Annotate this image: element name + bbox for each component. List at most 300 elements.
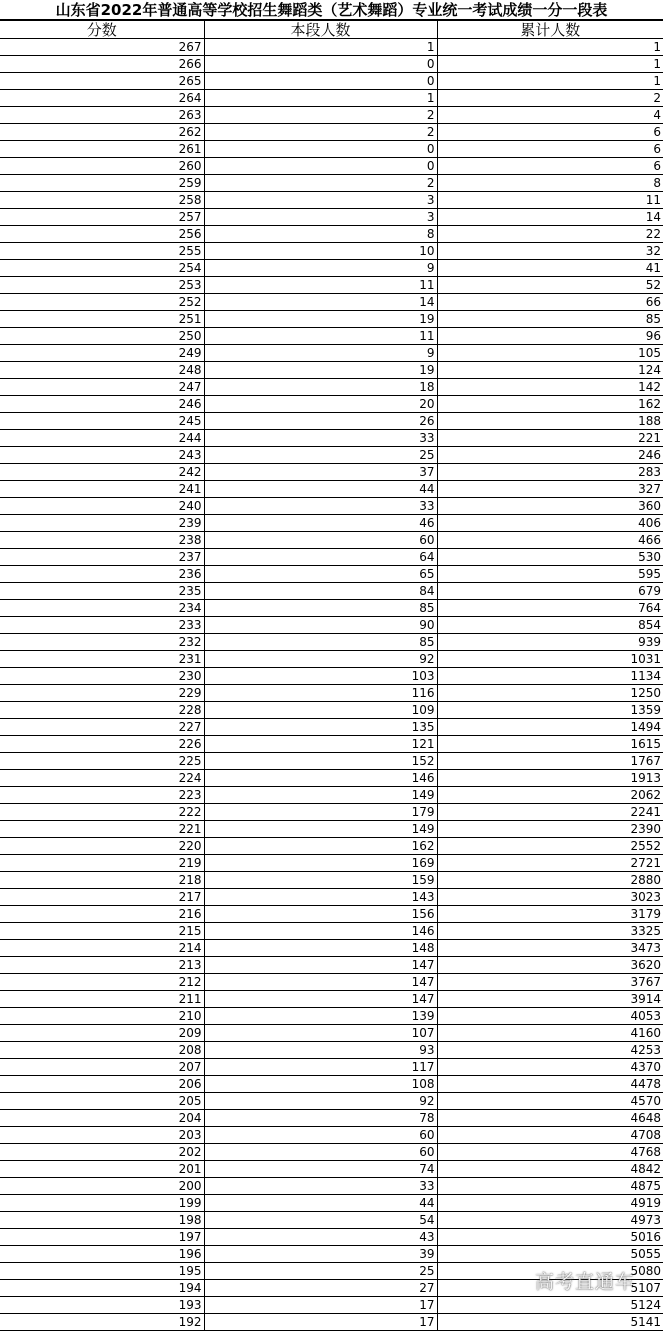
cumulative-count-cell: 6 xyxy=(437,158,663,175)
segment-count-cell: 159 xyxy=(204,872,437,889)
cumulative-count-cell: 2390 xyxy=(437,821,663,838)
segment-count-cell: 1 xyxy=(204,39,437,56)
cumulative-count-cell: 283 xyxy=(437,464,663,481)
cumulative-count-cell: 4478 xyxy=(437,1076,663,1093)
table-row xyxy=(0,889,663,906)
segment-count-cell: 139 xyxy=(204,1008,437,1025)
segment-count-cell: 11 xyxy=(204,328,437,345)
score-cell: 193 xyxy=(0,1297,204,1314)
segment-count-cell: 0 xyxy=(204,158,437,175)
table-row xyxy=(0,515,663,532)
table-row xyxy=(0,770,663,787)
cumulative-count-cell: 5016 xyxy=(437,1229,663,1246)
segment-count-cell: 78 xyxy=(204,1110,437,1127)
table-row xyxy=(0,1076,663,1093)
cumulative-count-cell: 1031 xyxy=(437,651,663,668)
segment-count-cell: 162 xyxy=(204,838,437,855)
table-row xyxy=(0,141,663,158)
segment-count-cell: 149 xyxy=(204,821,437,838)
score-cell: 237 xyxy=(0,549,204,566)
cumulative-count-cell: 4648 xyxy=(437,1110,663,1127)
cumulative-count-cell: 246 xyxy=(437,447,663,464)
table-row xyxy=(0,872,663,889)
cumulative-count-cell: 1134 xyxy=(437,668,663,685)
table-row xyxy=(0,396,663,413)
score-cell: 246 xyxy=(0,396,204,413)
table-row xyxy=(0,260,663,277)
cumulative-count-cell: 4160 xyxy=(437,1025,663,1042)
segment-count-cell: 2 xyxy=(204,124,437,141)
cumulative-count-cell: 1615 xyxy=(437,736,663,753)
cumulative-count-cell: 1 xyxy=(437,39,663,56)
cumulative-count-cell: 8 xyxy=(437,175,663,192)
score-cell: 206 xyxy=(0,1076,204,1093)
score-cell: 198 xyxy=(0,1212,204,1229)
column-header-score: 分数 xyxy=(0,21,204,39)
segment-count-cell: 0 xyxy=(204,73,437,90)
cumulative-count-cell: 66 xyxy=(437,294,663,311)
segment-count-cell: 0 xyxy=(204,141,437,158)
score-cell: 260 xyxy=(0,158,204,175)
score-cell: 233 xyxy=(0,617,204,634)
table-row xyxy=(0,617,663,634)
cumulative-count-cell: 5124 xyxy=(437,1297,663,1314)
column-header-segment-count: 本段人数 xyxy=(204,21,437,39)
cumulative-count-cell: 4768 xyxy=(437,1144,663,1161)
cumulative-count-cell: 466 xyxy=(437,532,663,549)
cumulative-count-cell: 1250 xyxy=(437,685,663,702)
score-cell: 195 xyxy=(0,1263,204,1280)
segment-count-cell: 147 xyxy=(204,957,437,974)
cumulative-count-cell: 1767 xyxy=(437,753,663,770)
score-cell: 254 xyxy=(0,260,204,277)
cumulative-count-cell: 2 xyxy=(437,90,663,107)
table-row xyxy=(0,1229,663,1246)
cumulative-count-cell: 3620 xyxy=(437,957,663,974)
score-table xyxy=(0,20,663,1331)
table-row xyxy=(0,1263,663,1280)
score-cell: 219 xyxy=(0,855,204,872)
table-row xyxy=(0,481,663,498)
segment-count-cell: 25 xyxy=(204,1263,437,1280)
cumulative-count-cell: 854 xyxy=(437,617,663,634)
cumulative-count-cell: 406 xyxy=(437,515,663,532)
cumulative-count-cell: 1494 xyxy=(437,719,663,736)
segment-count-cell: 65 xyxy=(204,566,437,583)
cumulative-count-cell: 4842 xyxy=(437,1161,663,1178)
table-row xyxy=(0,549,663,566)
cumulative-count-cell: 530 xyxy=(437,549,663,566)
segment-count-cell: 3 xyxy=(204,209,437,226)
cumulative-count-cell: 3914 xyxy=(437,991,663,1008)
cumulative-count-cell: 3473 xyxy=(437,940,663,957)
cumulative-count-cell: 162 xyxy=(437,396,663,413)
cumulative-count-cell: 4 xyxy=(437,107,663,124)
table-row xyxy=(0,311,663,328)
score-cell: 207 xyxy=(0,1059,204,1076)
table-row xyxy=(0,1280,663,1297)
table-row xyxy=(0,906,663,923)
cumulative-count-cell: 4875 xyxy=(437,1178,663,1195)
segment-count-cell: 108 xyxy=(204,1076,437,1093)
table-row xyxy=(0,957,663,974)
score-cell: 248 xyxy=(0,362,204,379)
table-row xyxy=(0,243,663,260)
segment-count-cell: 103 xyxy=(204,668,437,685)
segment-count-cell: 146 xyxy=(204,770,437,787)
table-row xyxy=(0,56,663,73)
score-cell: 267 xyxy=(0,39,204,56)
score-cell: 225 xyxy=(0,753,204,770)
cumulative-count-cell: 1 xyxy=(437,73,663,90)
cumulative-count-cell: 52 xyxy=(437,277,663,294)
segment-count-cell: 92 xyxy=(204,651,437,668)
table-row xyxy=(0,430,663,447)
table-row xyxy=(0,124,663,141)
segment-count-cell: 60 xyxy=(204,532,437,549)
table-row xyxy=(0,464,663,481)
table-row xyxy=(0,821,663,838)
score-cell: 252 xyxy=(0,294,204,311)
table-row xyxy=(0,1144,663,1161)
table-row xyxy=(0,1297,663,1314)
score-cell: 228 xyxy=(0,702,204,719)
segment-count-cell: 149 xyxy=(204,787,437,804)
score-cell: 230 xyxy=(0,668,204,685)
segment-count-cell: 85 xyxy=(204,634,437,651)
cumulative-count-cell: 3023 xyxy=(437,889,663,906)
table-row xyxy=(0,804,663,821)
score-cell: 221 xyxy=(0,821,204,838)
score-cell: 240 xyxy=(0,498,204,515)
score-cell: 200 xyxy=(0,1178,204,1195)
segment-count-cell: 17 xyxy=(204,1314,437,1331)
table-row xyxy=(0,719,663,736)
score-cell: 229 xyxy=(0,685,204,702)
cumulative-count-cell: 221 xyxy=(437,430,663,447)
cumulative-count-cell: 2721 xyxy=(437,855,663,872)
cumulative-count-cell: 5141 xyxy=(437,1314,663,1331)
score-cell: 232 xyxy=(0,634,204,651)
table-row xyxy=(0,855,663,872)
score-cell: 192 xyxy=(0,1314,204,1331)
table-row xyxy=(0,90,663,107)
score-cell: 203 xyxy=(0,1127,204,1144)
score-cell: 226 xyxy=(0,736,204,753)
cumulative-count-cell: 1359 xyxy=(437,702,663,719)
score-cell: 264 xyxy=(0,90,204,107)
table-row xyxy=(0,600,663,617)
score-cell: 236 xyxy=(0,566,204,583)
segment-count-cell: 93 xyxy=(204,1042,437,1059)
cumulative-count-cell: 5055 xyxy=(437,1246,663,1263)
table-row xyxy=(0,1195,663,1212)
table-row xyxy=(0,753,663,770)
table-row xyxy=(0,498,663,515)
score-cell: 222 xyxy=(0,804,204,821)
score-cell: 215 xyxy=(0,923,204,940)
score-cell: 241 xyxy=(0,481,204,498)
score-cell: 216 xyxy=(0,906,204,923)
cumulative-count-cell: 14 xyxy=(437,209,663,226)
score-cell: 251 xyxy=(0,311,204,328)
table-row xyxy=(0,362,663,379)
segment-count-cell: 14 xyxy=(204,294,437,311)
segment-count-cell: 11 xyxy=(204,277,437,294)
cumulative-count-cell: 6 xyxy=(437,141,663,158)
table-row xyxy=(0,566,663,583)
score-cell: 224 xyxy=(0,770,204,787)
table-row xyxy=(0,940,663,957)
table-row xyxy=(0,226,663,243)
segment-count-cell: 60 xyxy=(204,1144,437,1161)
table-row xyxy=(0,1025,663,1042)
score-cell: 249 xyxy=(0,345,204,362)
table-row xyxy=(0,277,663,294)
table-row xyxy=(0,192,663,209)
score-cell: 266 xyxy=(0,56,204,73)
table-row xyxy=(0,1110,663,1127)
table-row xyxy=(0,1093,663,1110)
segment-count-cell: 148 xyxy=(204,940,437,957)
score-cell: 223 xyxy=(0,787,204,804)
score-cell: 204 xyxy=(0,1110,204,1127)
table-row xyxy=(0,1246,663,1263)
segment-count-cell: 2 xyxy=(204,107,437,124)
cumulative-count-cell: 327 xyxy=(437,481,663,498)
score-cell: 235 xyxy=(0,583,204,600)
cumulative-count-cell: 939 xyxy=(437,634,663,651)
score-cell: 255 xyxy=(0,243,204,260)
score-cell: 201 xyxy=(0,1161,204,1178)
cumulative-count-cell: 2241 xyxy=(437,804,663,821)
table-row xyxy=(0,379,663,396)
segment-count-cell: 85 xyxy=(204,600,437,617)
segment-count-cell: 9 xyxy=(204,260,437,277)
score-cell: 243 xyxy=(0,447,204,464)
segment-count-cell: 116 xyxy=(204,685,437,702)
score-cell: 244 xyxy=(0,430,204,447)
score-cell: 227 xyxy=(0,719,204,736)
table-row xyxy=(0,668,663,685)
segment-count-cell: 27 xyxy=(204,1280,437,1297)
table-row xyxy=(0,158,663,175)
table-header-row xyxy=(0,21,663,39)
score-cell: 250 xyxy=(0,328,204,345)
score-cell: 197 xyxy=(0,1229,204,1246)
segment-count-cell: 43 xyxy=(204,1229,437,1246)
cumulative-count-cell: 4708 xyxy=(437,1127,663,1144)
segment-count-cell: 39 xyxy=(204,1246,437,1263)
score-cell: 194 xyxy=(0,1280,204,1297)
segment-count-cell: 8 xyxy=(204,226,437,243)
table-row xyxy=(0,328,663,345)
segment-count-cell: 146 xyxy=(204,923,437,940)
score-cell: 265 xyxy=(0,73,204,90)
segment-count-cell: 44 xyxy=(204,1195,437,1212)
cumulative-count-cell: 5107 xyxy=(437,1280,663,1297)
segment-count-cell: 10 xyxy=(204,243,437,260)
score-cell: 199 xyxy=(0,1195,204,1212)
table-row xyxy=(0,838,663,855)
segment-count-cell: 109 xyxy=(204,702,437,719)
score-cell: 231 xyxy=(0,651,204,668)
score-cell: 238 xyxy=(0,532,204,549)
table-row xyxy=(0,991,663,1008)
table-row xyxy=(0,1008,663,1025)
score-cell: 261 xyxy=(0,141,204,158)
cumulative-count-cell: 22 xyxy=(437,226,663,243)
segment-count-cell: 147 xyxy=(204,974,437,991)
segment-count-cell: 46 xyxy=(204,515,437,532)
score-cell: 262 xyxy=(0,124,204,141)
cumulative-count-cell: 679 xyxy=(437,583,663,600)
score-cell: 217 xyxy=(0,889,204,906)
table-row xyxy=(0,345,663,362)
table-row xyxy=(0,1212,663,1229)
score-cell: 218 xyxy=(0,872,204,889)
score-cell: 253 xyxy=(0,277,204,294)
cumulative-count-cell: 96 xyxy=(437,328,663,345)
segment-count-cell: 33 xyxy=(204,1178,437,1195)
segment-count-cell: 156 xyxy=(204,906,437,923)
score-cell: 245 xyxy=(0,413,204,430)
segment-count-cell: 19 xyxy=(204,362,437,379)
table-row xyxy=(0,702,663,719)
table-row xyxy=(0,1161,663,1178)
table-row xyxy=(0,583,663,600)
table-row xyxy=(0,175,663,192)
segment-count-cell: 92 xyxy=(204,1093,437,1110)
cumulative-count-cell: 105 xyxy=(437,345,663,362)
table-row xyxy=(0,1059,663,1076)
cumulative-count-cell: 11 xyxy=(437,192,663,209)
score-cell: 202 xyxy=(0,1144,204,1161)
table-row xyxy=(0,73,663,90)
score-cell: 256 xyxy=(0,226,204,243)
cumulative-count-cell: 4973 xyxy=(437,1212,663,1229)
table-row xyxy=(0,1127,663,1144)
segment-count-cell: 9 xyxy=(204,345,437,362)
score-cell: 242 xyxy=(0,464,204,481)
cumulative-count-cell: 5080 xyxy=(437,1263,663,1280)
segment-count-cell: 18 xyxy=(204,379,437,396)
cumulative-count-cell: 764 xyxy=(437,600,663,617)
segment-count-cell: 143 xyxy=(204,889,437,906)
segment-count-cell: 60 xyxy=(204,1127,437,1144)
table-row xyxy=(0,923,663,940)
segment-count-cell: 25 xyxy=(204,447,437,464)
segment-count-cell: 147 xyxy=(204,991,437,1008)
segment-count-cell: 107 xyxy=(204,1025,437,1042)
segment-count-cell: 19 xyxy=(204,311,437,328)
table-body xyxy=(0,39,663,1331)
segment-count-cell: 117 xyxy=(204,1059,437,1076)
cumulative-count-cell: 188 xyxy=(437,413,663,430)
cumulative-count-cell: 4053 xyxy=(437,1008,663,1025)
cumulative-count-cell: 32 xyxy=(437,243,663,260)
cumulative-count-cell: 4370 xyxy=(437,1059,663,1076)
cumulative-count-cell: 2062 xyxy=(437,787,663,804)
segment-count-cell: 54 xyxy=(204,1212,437,1229)
segment-count-cell: 26 xyxy=(204,413,437,430)
score-cell: 211 xyxy=(0,991,204,1008)
score-cell: 257 xyxy=(0,209,204,226)
score-cell: 247 xyxy=(0,379,204,396)
score-cell: 205 xyxy=(0,1093,204,1110)
cumulative-count-cell: 3179 xyxy=(437,906,663,923)
table-row xyxy=(0,209,663,226)
table-row xyxy=(0,1042,663,1059)
segment-count-cell: 37 xyxy=(204,464,437,481)
table-row xyxy=(0,532,663,549)
table-row xyxy=(0,413,663,430)
table-row xyxy=(0,1314,663,1331)
segment-count-cell: 44 xyxy=(204,481,437,498)
cumulative-count-cell: 3767 xyxy=(437,974,663,991)
score-cell: 239 xyxy=(0,515,204,532)
segment-count-cell: 179 xyxy=(204,804,437,821)
cumulative-count-cell: 85 xyxy=(437,311,663,328)
table-row xyxy=(0,294,663,311)
score-cell: 214 xyxy=(0,940,204,957)
segment-count-cell: 152 xyxy=(204,753,437,770)
score-cell: 220 xyxy=(0,838,204,855)
cumulative-count-cell: 4570 xyxy=(437,1093,663,1110)
segment-count-cell: 169 xyxy=(204,855,437,872)
segment-count-cell: 90 xyxy=(204,617,437,634)
segment-count-cell: 33 xyxy=(204,430,437,447)
cumulative-count-cell: 4919 xyxy=(437,1195,663,1212)
column-header-cumulative-count: 累计人数 xyxy=(437,21,663,39)
table-row xyxy=(0,787,663,804)
page-title: 山东省2022年普通高等学校招生舞蹈类（艺术舞蹈）专业统一考试成绩一分一段表 xyxy=(0,0,663,20)
score-cell: 208 xyxy=(0,1042,204,1059)
segment-count-cell: 1 xyxy=(204,90,437,107)
segment-count-cell: 0 xyxy=(204,56,437,73)
score-cell: 234 xyxy=(0,600,204,617)
segment-count-cell: 17 xyxy=(204,1297,437,1314)
segment-count-cell: 74 xyxy=(204,1161,437,1178)
segment-count-cell: 84 xyxy=(204,583,437,600)
score-cell: 258 xyxy=(0,192,204,209)
cumulative-count-cell: 2552 xyxy=(437,838,663,855)
score-cell: 210 xyxy=(0,1008,204,1025)
score-cell: 263 xyxy=(0,107,204,124)
score-cell: 209 xyxy=(0,1025,204,1042)
cumulative-count-cell: 2880 xyxy=(437,872,663,889)
cumulative-count-cell: 124 xyxy=(437,362,663,379)
table-row xyxy=(0,39,663,56)
table-row xyxy=(0,651,663,668)
segment-count-cell: 20 xyxy=(204,396,437,413)
score-cell: 212 xyxy=(0,974,204,991)
score-cell: 213 xyxy=(0,957,204,974)
segment-count-cell: 135 xyxy=(204,719,437,736)
cumulative-count-cell: 360 xyxy=(437,498,663,515)
table-row xyxy=(0,447,663,464)
table-row xyxy=(0,685,663,702)
segment-count-cell: 121 xyxy=(204,736,437,753)
cumulative-count-cell: 595 xyxy=(437,566,663,583)
watermark: 高考直通车 xyxy=(534,1271,635,1293)
cumulative-count-cell: 1 xyxy=(437,56,663,73)
table-row xyxy=(0,736,663,753)
segment-count-cell: 33 xyxy=(204,498,437,515)
table-row xyxy=(0,634,663,651)
cumulative-count-cell: 4253 xyxy=(437,1042,663,1059)
table-row xyxy=(0,107,663,124)
